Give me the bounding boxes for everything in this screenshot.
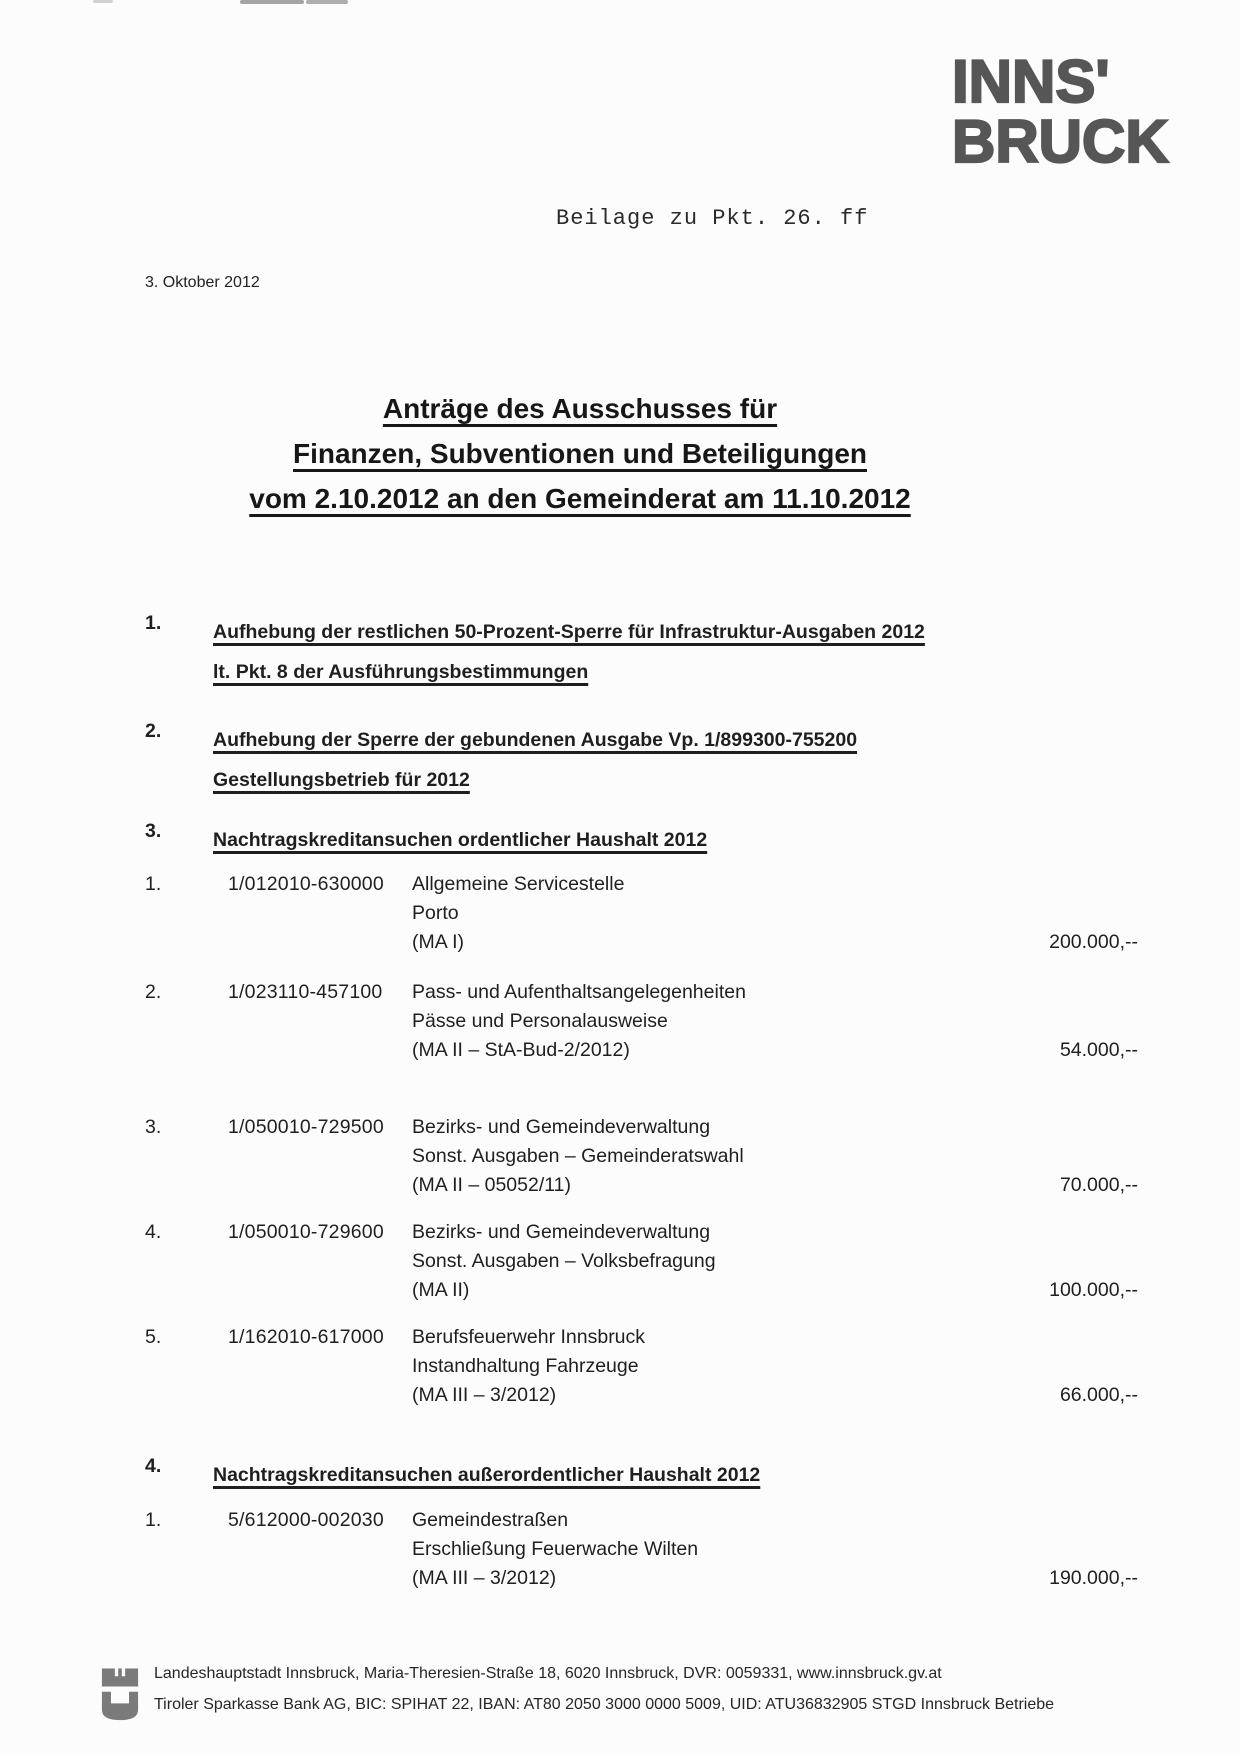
item-amount: 200.000,-- [1049,931,1138,953]
item-description-line: Bezirks- und Gemeindeverwaltung [412,1116,711,1138]
item-code: 1/012010-630000 [228,873,384,895]
document-title [60,386,1100,521]
item-code: 1/162010-617000 [228,1326,384,1348]
section-heading-line: Nachtragskreditansuchen ordentlicher Haushalt 2012 [213,829,708,851]
budget-item [145,1218,1138,1305]
footer [98,1658,1158,1720]
item-description-line: Porto [412,902,459,924]
item-amount: 70.000,-- [1059,1174,1138,1196]
footer-bank-line: Tiroler Sparkasse Bank AG, BIC: SPIHAT 22, IBAN: AT80 2050 3000 0000 5009, UID: ATU36832905 STGD Innsbruck Betriebe [154,1696,1055,1713]
budget-item [145,870,1138,957]
item-description-line: (MA II) [412,1279,470,1301]
attachment-note: Beilage zu Pkt. 26. ff [556,206,869,231]
item-description-line: Allgemeine Servicestelle [412,873,625,895]
section-number: 1. [145,612,162,634]
section-number: 2. [145,720,162,742]
title-line-1: Anträge des Ausschusses für [382,393,778,424]
section-heading-line: lt. Pkt. 8 der Ausführungsbestimmungen [213,661,589,683]
innsbruck-coat-of-arms-icon [98,1662,142,1729]
section-3 [145,820,1138,860]
item-description-line: Erschließung Feuerwache Wilten [412,1538,699,1560]
title-line-3: vom 2.10.2012 an den Gemeinderat am 11.10.2012 [249,483,911,514]
section-heading [213,612,1138,692]
item-code: 1/023110-457100 [228,981,383,1003]
item-description-line: Gemeindestraßen [412,1509,569,1531]
section-heading [213,1455,1138,1495]
item-description [412,1506,1138,1593]
item-description-line: Pässe und Personalausweise [412,1010,668,1032]
section-heading-line: Gestellungsbetrieb für 2012 [213,769,470,791]
item-description-line: Sonst. Ausgaben – Gemeinderatswahl [412,1145,744,1167]
item-amount: 100.000,-- [1049,1279,1138,1301]
item-description [412,978,1138,1065]
item-description [412,1323,1138,1410]
section-number: 4. [145,1455,162,1477]
item-description-line: (MA II – 05052/11) [412,1174,571,1196]
item-number: 3. [145,1116,162,1138]
item-number: 1. [145,1509,162,1531]
item-description-line: Pass- und Aufenthaltsangelegenheiten [412,981,746,1003]
item-code: 1/050010-729600 [228,1221,384,1243]
scan-artifact [93,0,113,3]
budget-item [145,978,1138,1065]
item-number: 5. [145,1326,162,1348]
scan-artifact [240,0,304,4]
logo-line-2: BRUCK [952,108,1169,175]
item-description-line: Instandhaltung Fahrzeuge [412,1355,639,1377]
item-description-line: Sonst. Ausgaben – Volksbefragung [412,1250,716,1272]
budget-item [145,1506,1138,1593]
section-heading-line: Aufhebung der Sperre der gebundenen Ausgabe Vp. 1/899300-755200 [213,729,858,751]
item-number: 2. [145,981,162,1003]
title-line-2: Finanzen, Subventionen und Beteiligungen [293,438,867,469]
item-code: 1/050010-729500 [228,1116,384,1138]
budget-item [145,1323,1138,1410]
section-1 [145,612,1138,692]
document-date: 3. Oktober 2012 [145,274,260,291]
section-2 [145,720,1138,800]
item-description-line: (MA I) [412,931,464,953]
item-description [412,1113,1138,1200]
section-heading-line: Nachtragskreditansuchen außerordentlicher Haushalt 2012 [213,1464,761,1486]
footer-text [154,1658,1158,1720]
budget-item [145,1113,1138,1200]
item-amount: 54.000,-- [1059,1039,1138,1061]
section-heading [213,820,1138,860]
section-4 [145,1455,1138,1495]
innsbruck-logo [952,48,1169,175]
item-description-line: (MA III – 3/2012) [412,1384,557,1406]
item-number: 1. [145,873,162,895]
section-number: 3. [145,820,162,842]
item-description [412,1218,1138,1305]
item-description-line: Bezirks- und Gemeindeverwaltung [412,1221,711,1243]
footer-address-line: Landeshauptstadt Innsbruck, Maria-Theresien-Straße 18, 6020 Innsbruck, DVR: 0059331, www.innsbruck.gv.at [154,1665,942,1682]
item-amount: 66.000,-- [1059,1384,1138,1406]
item-description [412,870,1138,957]
logo-line-1: INNS' [952,48,1110,115]
item-description-line: Berufsfeuerwehr Innsbruck [412,1326,646,1348]
item-description-line: (MA II – StA-Bud-2/2012) [412,1039,630,1061]
section-heading [213,720,1138,800]
item-description-line: (MA III – 3/2012) [412,1567,557,1589]
item-number: 4. [145,1221,162,1243]
item-amount: 190.000,-- [1049,1567,1138,1589]
section-heading-line: Aufhebung der restlichen 50-Prozent-Sperre für Infrastruktur-Ausgaben 2012 [213,621,925,643]
scan-artifact [306,0,348,4]
item-code: 5/612000-002030 [228,1509,384,1531]
